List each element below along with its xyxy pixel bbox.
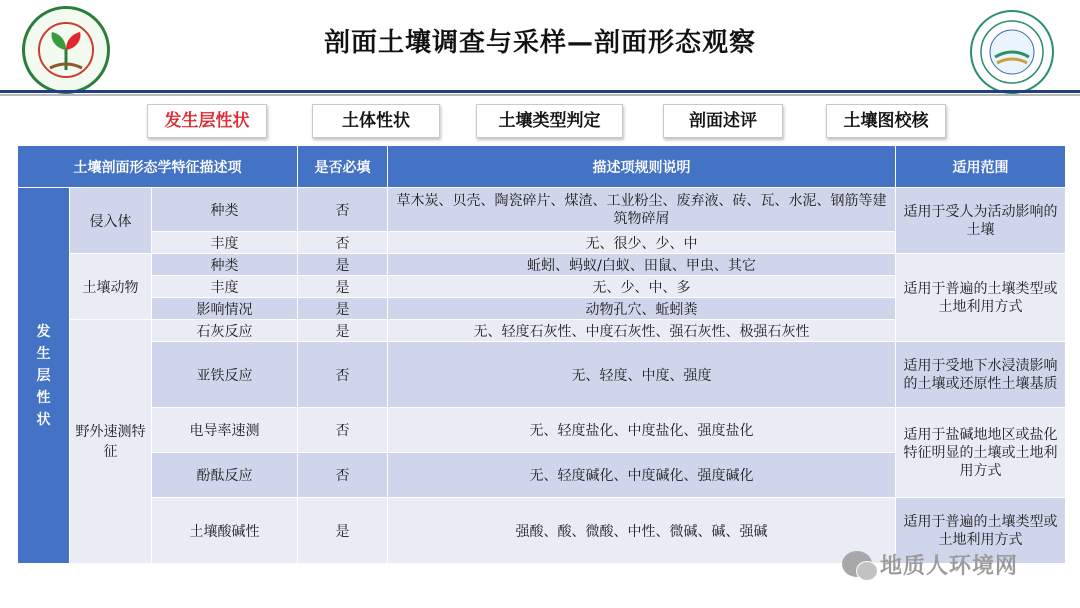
row-required: 否: [298, 342, 388, 408]
group-intrusion: 侵入体: [70, 188, 152, 254]
row-item: 石灰反应: [152, 320, 298, 342]
row-rule: 蚯蚓、蚂蚁/白蚁、田鼠、甲虫、其它: [388, 254, 896, 276]
table-row: [18, 254, 1066, 276]
table-header-row: [18, 146, 1066, 188]
row-required: 否: [298, 453, 388, 498]
isscas-logo: [970, 10, 1054, 94]
watermark: [842, 544, 1018, 584]
group-fauna: 土壤动物: [70, 254, 152, 320]
table-row: [18, 188, 1066, 232]
scope-saline: 适用于盐碱地地区或盐化特征明显的土壤或土地利用方式: [896, 408, 1066, 498]
row-item: 丰度: [152, 276, 298, 298]
row-item: 影响情况: [152, 298, 298, 320]
seedling-icon: [36, 20, 96, 80]
row-required: 是: [298, 298, 388, 320]
header-required: 是否必填: [298, 146, 388, 188]
header-feature: 土壤剖面形态学特征描述项: [18, 146, 298, 188]
row-rule: 动物孔穴、蚯蚓粪: [388, 298, 896, 320]
watermark-text: 地质人环境网: [880, 553, 1019, 579]
header-rules: 描述项规则说明: [388, 146, 896, 188]
row-required: 是: [298, 254, 388, 276]
row-item: 电导率速测: [152, 408, 298, 453]
scope-intrusion: 适用于受人为活动影响的土壤: [896, 188, 1066, 254]
tab-profile-review[interactable]: 剖面述评: [663, 104, 783, 138]
row-rule: 无、轻度盐化、中度盐化、强度盐化: [388, 408, 896, 453]
row-rule: 强酸、酸、微酸、中性、微碱、碱、强碱: [388, 498, 896, 564]
row-item: 丰度: [152, 232, 298, 254]
title-divider: [0, 90, 1080, 93]
section-label-text: 发生层性状: [36, 323, 51, 428]
row-required: 否: [298, 232, 388, 254]
header-scope: 适用范围: [896, 146, 1066, 188]
row-item: 种类: [152, 254, 298, 276]
row-item: 土壤酸碱性: [152, 498, 298, 564]
row-rule: 草木炭、贝壳、陶瓷碎片、煤渣、工业粉尘、废弃液、砖、瓦、水泥、钢筋等建筑物碎屑: [388, 188, 896, 232]
wechat-icon: [842, 551, 872, 577]
tab-genetic-horizon[interactable]: 发生层性状: [147, 104, 267, 138]
scope-acidity: 适用于普遍的土壤类型或土地利用方式: [896, 498, 1066, 564]
row-item: 酚酞反应: [152, 453, 298, 498]
row-item: 种类: [152, 188, 298, 232]
row-required: 是: [298, 498, 388, 564]
tab-soil-body[interactable]: 土体性状: [312, 104, 440, 138]
scope-ferrous: 适用于受地下水浸渍影响的土壤或还原性土壤基质: [896, 342, 1066, 408]
title-divider-shadow: [0, 94, 1080, 96]
group-field-test: 野外速测特征: [70, 320, 152, 564]
table-row: [18, 342, 1066, 408]
national-soil-survey-logo: [22, 6, 110, 94]
row-rule: 无、很少、少、中: [388, 232, 896, 254]
row-required: 是: [298, 320, 388, 342]
row-required: 是: [298, 276, 388, 298]
row-required: 否: [298, 188, 388, 232]
row-rule: 无、轻度碱化、中度碱化、强度碱化: [388, 453, 896, 498]
page-title: 剖面土壤调查与采样—剖面形态观察: [323, 28, 756, 58]
row-required: 否: [298, 408, 388, 453]
section-label: [18, 188, 70, 564]
tab-soil-type[interactable]: 土壤类型判定: [476, 104, 623, 138]
profile-morphology-table: [17, 145, 1066, 564]
scope-fauna-lime: 适用于普遍的土壤类型或土地利用方式: [896, 254, 1066, 342]
row-item: 亚铁反应: [152, 342, 298, 408]
table-row: [18, 408, 1066, 453]
row-rule: 无、轻度、中度、强度: [388, 342, 896, 408]
tab-map-check[interactable]: 土壤图校核: [826, 104, 946, 138]
isscas-emblem-icon: [979, 19, 1045, 85]
row-rule: 无、少、中、多: [388, 276, 896, 298]
row-rule: 无、轻度石灰性、中度石灰性、强石灰性、极强石灰性: [388, 320, 896, 342]
